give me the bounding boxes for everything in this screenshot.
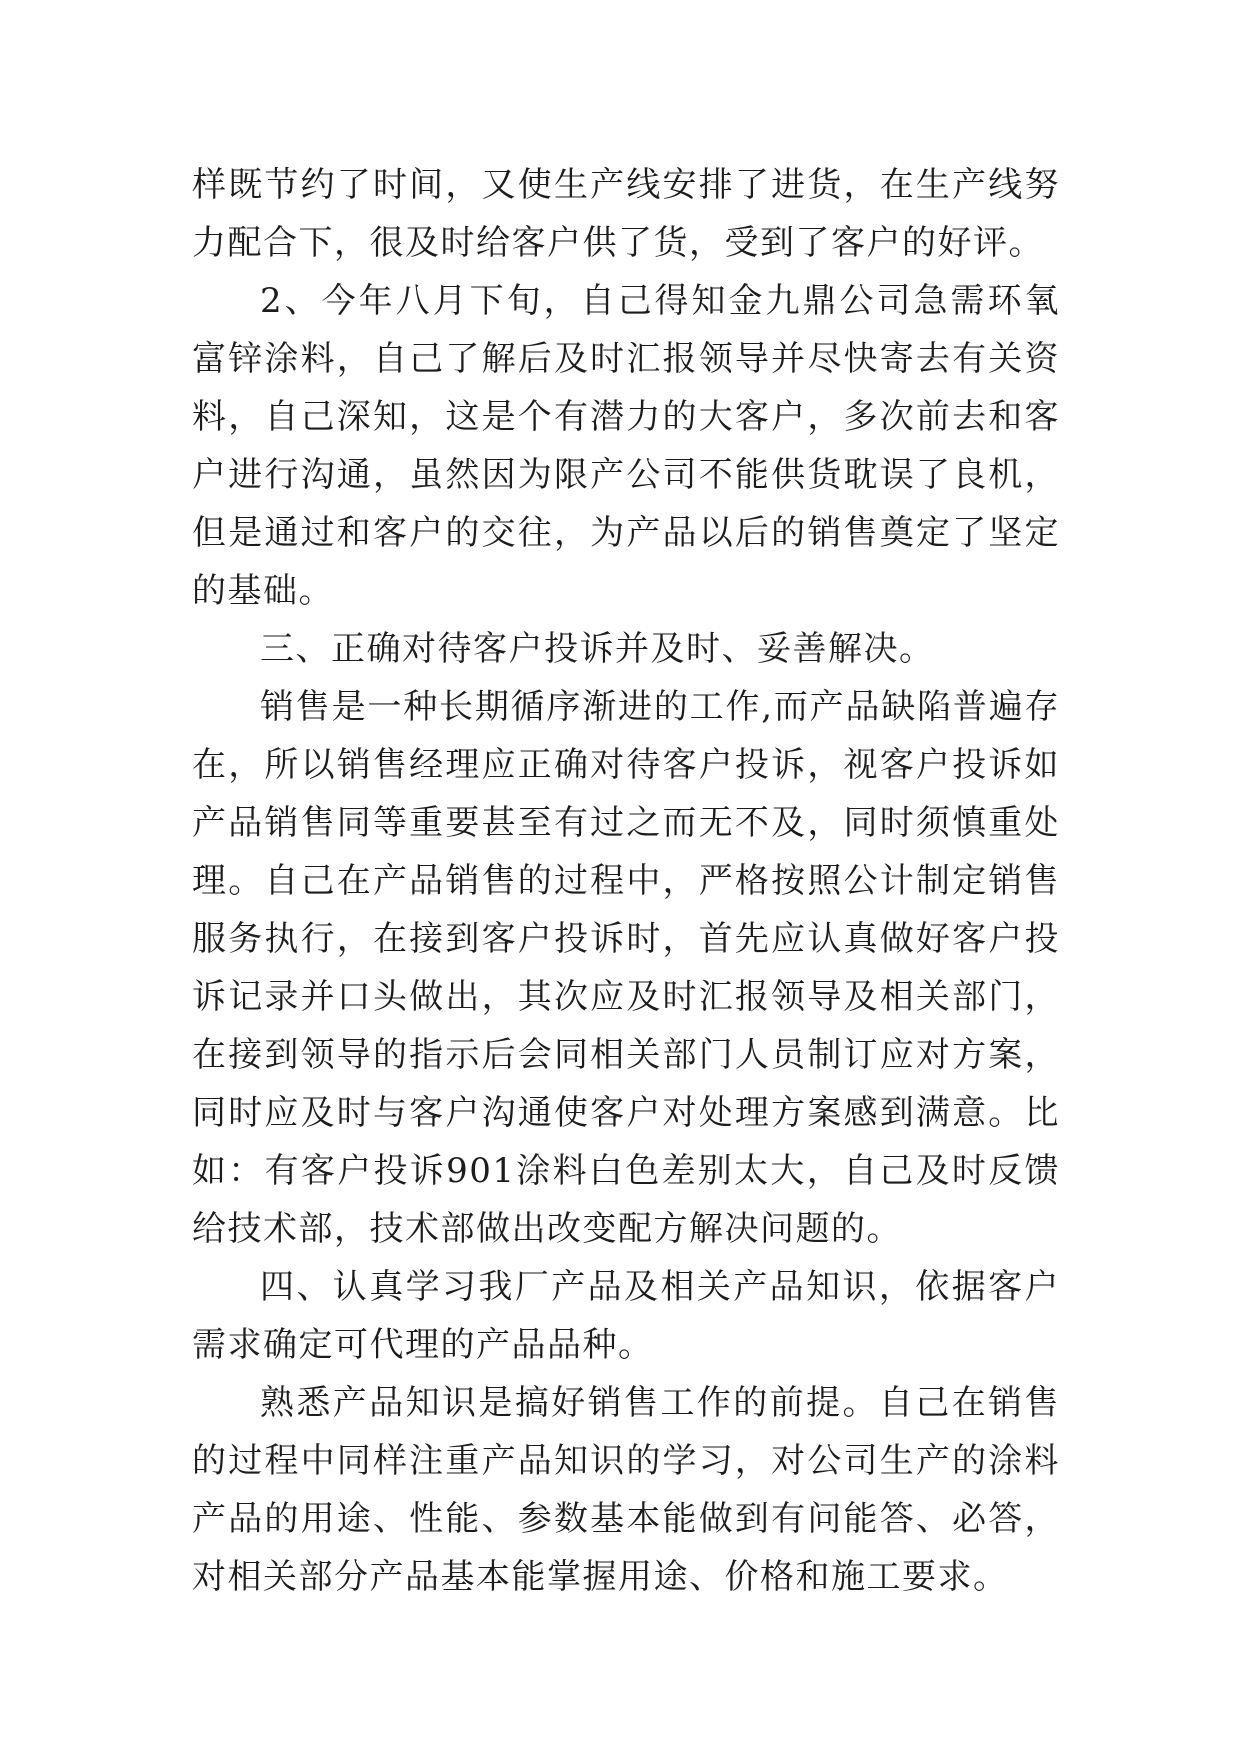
document-body [192,156,1060,1606]
paragraph-continuation: 样既节约了时间，又使生产线安排了进货，在生产线努力配合下，很及时给客户供了货，受到了客户的好评。 [192,165,1060,263]
section-heading-4: 四、认真学习我厂产品及相关产品知识，依据客户需求确定可代理的产品品种。 [192,1267,1060,1365]
paragraph-complaint-handling: 销售是一种长期循序渐进的工作,而产品缺陷普遍存在，所以销售经理应正确对待客户投诉，视客户投诉如产品销售同等重要甚至有过之而无不及，同时须慎重处理。自己在产品销售的过程中，严格按照公计制定销售服务执行，在接到客户投诉时，首先应认真做好客户投诉记录并口头做出，其次应及时汇报领导及相关部门，在接到领导的指示后会同相关部门人员制订应对方案，同时应及时与客户沟通使客户对处理方案感到满意。比如：有客户投诉901涂料白色差别太大，自己及时反馈给技术部，技术部做出改变配方解决问题的。 [192,687,1060,1249]
paragraph-item-2: 2、今年八月下旬，自己得知金九鼎公司急需环氧富锌涂料，自己了解后及时汇报领导并尽快寄去有关资料，自己深知，这是个有潜力的大客户，多次前去和客户进行沟通，虽然因为限产公司不能供货耽误了良机，但是通过和客户的交往，为产品以后的销售奠定了坚定的基础。 [192,281,1060,611]
paragraph-product-knowledge: 熟悉产品知识是搞好销售工作的前提。自己在销售的过程中同样注重产品知识的学习，对公司生产的涂料产品的用途、性能、参数基本能做到有问能答、必答，对相关部分产品基本能掌握用途、价格和施工要求。 [192,1383,1060,1597]
section-heading-3: 三、正确对待客户投诉并及时、妥善解决。 [260,629,935,669]
